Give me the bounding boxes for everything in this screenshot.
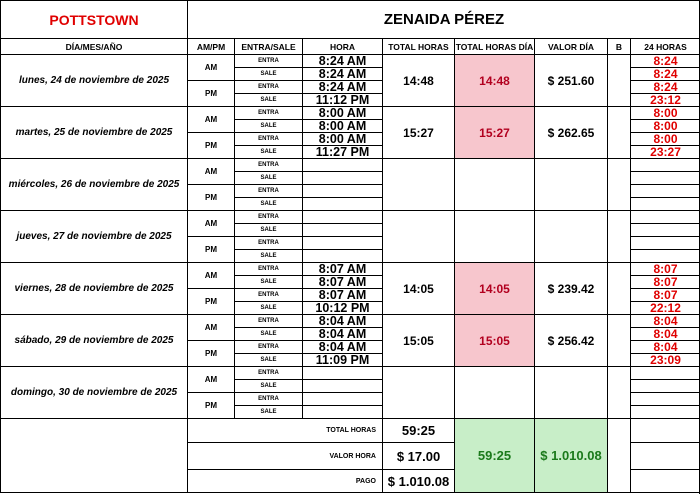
h24-cell xyxy=(631,406,700,419)
entry-label: ENTRA xyxy=(235,185,303,198)
store-name: POTTSTOWN xyxy=(1,1,188,39)
am-label: AM xyxy=(188,315,235,341)
time-cell[interactable] xyxy=(303,367,383,380)
am-label: AM xyxy=(188,263,235,289)
column-headers xyxy=(1,39,700,55)
h24-cell xyxy=(631,198,700,211)
time-cell[interactable] xyxy=(303,393,383,406)
exit-label: SALE xyxy=(235,94,303,107)
h24-cell: 8:24 xyxy=(631,68,700,81)
entry-label: ENTRA xyxy=(235,159,303,172)
h24-cell xyxy=(631,211,700,224)
day-date: miércoles, 26 de noviembre de 2025 xyxy=(1,159,188,211)
day-subrow xyxy=(1,367,700,380)
day-total-hours: 14:48 xyxy=(383,55,455,107)
day-total-hours: 15:05 xyxy=(383,315,455,367)
b-cell xyxy=(608,367,631,419)
col-date: DÍA/MES/AÑO xyxy=(1,39,188,55)
b-cell xyxy=(608,159,631,211)
time-cell[interactable] xyxy=(303,198,383,211)
day-date: jueves, 27 de noviembre de 2025 xyxy=(1,211,188,263)
pm-label: PM xyxy=(188,341,235,367)
time-cell[interactable]: 8:07 AM xyxy=(303,263,383,276)
day-value: $ 239.42 xyxy=(535,263,608,315)
footer-b xyxy=(608,419,631,493)
day-date: martes, 25 de noviembre de 2025 xyxy=(1,107,188,159)
col-ampm: AM/PM xyxy=(188,39,235,55)
exit-label: SALE xyxy=(235,406,303,419)
day-total-hours xyxy=(383,159,455,211)
total-hours-label: TOTAL HORAS xyxy=(188,419,383,443)
day-total-hours-highlight xyxy=(455,211,535,263)
exit-label: SALE xyxy=(235,276,303,289)
footer-h24 xyxy=(631,470,700,493)
exit-label: SALE xyxy=(235,224,303,237)
time-cell[interactable]: 8:04 AM xyxy=(303,315,383,328)
col-24h: 24 HORAS xyxy=(631,39,700,55)
hour-value-value: $ 17.00 xyxy=(383,443,455,470)
time-cell[interactable]: 8:24 AM xyxy=(303,55,383,68)
day-value: $ 251.60 xyxy=(535,55,608,107)
day-subrow xyxy=(1,211,700,224)
entry-label: ENTRA xyxy=(235,367,303,380)
h24-cell: 8:00 xyxy=(631,107,700,120)
exit-label: SALE xyxy=(235,354,303,367)
day-total-hours-highlight: 15:27 xyxy=(455,107,535,159)
time-cell[interactable]: 8:00 AM xyxy=(303,120,383,133)
entry-label: ENTRA xyxy=(235,107,303,120)
exit-label: SALE xyxy=(235,302,303,315)
day-total-hours-highlight xyxy=(455,159,535,211)
entry-label: ENTRA xyxy=(235,81,303,94)
pm-label: PM xyxy=(188,81,235,107)
time-cell[interactable]: 8:07 AM xyxy=(303,289,383,302)
entry-label: ENTRA xyxy=(235,393,303,406)
footer-row xyxy=(1,419,700,443)
day-date: lunes, 24 de noviembre de 2025 xyxy=(1,55,188,107)
pm-label: PM xyxy=(188,237,235,263)
entry-label: ENTRA xyxy=(235,289,303,302)
grand-total-pay: $ 1.010.08 xyxy=(535,419,608,493)
time-cell[interactable] xyxy=(303,406,383,419)
time-cell[interactable]: 11:27 PM xyxy=(303,146,383,159)
day-value xyxy=(535,367,608,419)
am-label: AM xyxy=(188,367,235,393)
am-label: AM xyxy=(188,211,235,237)
time-cell[interactable]: 11:12 PM xyxy=(303,94,383,107)
entry-label: ENTRA xyxy=(235,263,303,276)
time-cell[interactable] xyxy=(303,172,383,185)
b-cell xyxy=(608,263,631,315)
pm-label: PM xyxy=(188,289,235,315)
h24-cell xyxy=(631,185,700,198)
h24-cell: 22:12 xyxy=(631,302,700,315)
day-total-hours-highlight xyxy=(455,367,535,419)
day-date: sábado, 29 de noviembre de 2025 xyxy=(1,315,188,367)
h24-cell xyxy=(631,237,700,250)
exit-label: SALE xyxy=(235,172,303,185)
time-cell[interactable] xyxy=(303,159,383,172)
time-cell[interactable]: 10:12 PM xyxy=(303,302,383,315)
time-cell[interactable]: 8:00 AM xyxy=(303,133,383,146)
am-label: AM xyxy=(188,159,235,185)
col-total-hours-day: TOTAL HORAS DÍA xyxy=(455,39,535,55)
day-subrow xyxy=(1,55,700,68)
day-total-hours xyxy=(383,211,455,263)
day-total-hours-highlight: 15:05 xyxy=(455,315,535,367)
time-cell[interactable]: 8:00 AM xyxy=(303,107,383,120)
exit-label: SALE xyxy=(235,198,303,211)
time-cell[interactable]: 11:09 PM xyxy=(303,354,383,367)
h24-cell: 23:27 xyxy=(631,146,700,159)
time-cell[interactable] xyxy=(303,185,383,198)
day-subrow xyxy=(1,159,700,172)
h24-cell xyxy=(631,172,700,185)
h24-cell: 23:09 xyxy=(631,354,700,367)
entry-label: ENTRA xyxy=(235,341,303,354)
h24-cell xyxy=(631,380,700,393)
h24-cell xyxy=(631,367,700,380)
h24-cell: 8:07 xyxy=(631,289,700,302)
day-date: domingo, 30 de noviembre de 2025 xyxy=(1,367,188,419)
time-cell[interactable]: 8:04 AM xyxy=(303,341,383,354)
footer-h24 xyxy=(631,419,700,443)
am-label: AM xyxy=(188,107,235,133)
h24-cell: 8:04 xyxy=(631,315,700,328)
pay-value: $ 1.010.08 xyxy=(383,470,455,493)
footer-h24 xyxy=(631,443,700,470)
col-total-hours: TOTAL HORAS xyxy=(383,39,455,55)
hour-value-label: VALOR HORA xyxy=(188,443,383,470)
entry-label: ENTRA xyxy=(235,55,303,68)
footer-blank xyxy=(1,419,188,493)
entry-label: ENTRA xyxy=(235,211,303,224)
col-entry-exit: ENTRA/SALE xyxy=(235,39,303,55)
exit-label: SALE xyxy=(235,380,303,393)
day-date: viernes, 28 de noviembre de 2025 xyxy=(1,263,188,315)
exit-label: SALE xyxy=(235,250,303,263)
time-cell[interactable]: 8:07 AM xyxy=(303,276,383,289)
h24-cell: 8:04 xyxy=(631,341,700,354)
h24-cell xyxy=(631,159,700,172)
pm-label: PM xyxy=(188,393,235,419)
total-hours-value: 59:25 xyxy=(383,419,455,443)
b-cell xyxy=(608,55,631,107)
entry-label: ENTRA xyxy=(235,133,303,146)
h24-cell xyxy=(631,393,700,406)
h24-cell: 8:00 xyxy=(631,133,700,146)
day-value: $ 262.65 xyxy=(535,107,608,159)
day-value xyxy=(535,159,608,211)
col-b: B xyxy=(608,39,631,55)
entry-label: ENTRA xyxy=(235,315,303,328)
day-subrow xyxy=(1,107,700,120)
exit-label: SALE xyxy=(235,146,303,159)
h24-cell: 8:24 xyxy=(631,55,700,68)
day-value: $ 256.42 xyxy=(535,315,608,367)
day-value xyxy=(535,211,608,263)
h24-cell: 8:00 xyxy=(631,120,700,133)
exit-label: SALE xyxy=(235,328,303,341)
b-cell xyxy=(608,211,631,263)
h24-cell: 8:04 xyxy=(631,328,700,341)
entry-label: ENTRA xyxy=(235,237,303,250)
day-subrow xyxy=(1,263,700,276)
exit-label: SALE xyxy=(235,68,303,81)
h24-cell xyxy=(631,250,700,263)
time-cell[interactable] xyxy=(303,380,383,393)
b-cell xyxy=(608,315,631,367)
time-cell[interactable] xyxy=(303,250,383,263)
col-value-day: VALOR DÍA xyxy=(535,39,608,55)
am-label: AM xyxy=(188,55,235,81)
time-cell[interactable]: 8:24 AM xyxy=(303,68,383,81)
h24-cell xyxy=(631,224,700,237)
time-cell[interactable] xyxy=(303,211,383,224)
day-total-hours: 15:27 xyxy=(383,107,455,159)
col-time: HORA xyxy=(303,39,383,55)
pm-label: PM xyxy=(188,185,235,211)
time-cell[interactable] xyxy=(303,237,383,250)
exit-label: SALE xyxy=(235,120,303,133)
h24-cell: 8:24 xyxy=(631,81,700,94)
time-cell[interactable]: 8:24 AM xyxy=(303,81,383,94)
day-total-hours xyxy=(383,367,455,419)
pay-label: PAGO xyxy=(188,470,383,493)
time-cell[interactable]: 8:04 AM xyxy=(303,328,383,341)
day-total-hours-highlight: 14:05 xyxy=(455,263,535,315)
b-cell xyxy=(608,107,631,159)
day-total-hours-highlight: 14:48 xyxy=(455,55,535,107)
employee-name: ZENAIDA PÉREZ xyxy=(188,1,700,39)
day-total-hours: 14:05 xyxy=(383,263,455,315)
pm-label: PM xyxy=(188,133,235,159)
h24-cell: 23:12 xyxy=(631,94,700,107)
h24-cell: 8:07 xyxy=(631,276,700,289)
day-subrow xyxy=(1,315,700,328)
grand-total-hours: 59:25 xyxy=(455,419,535,493)
h24-cell: 8:07 xyxy=(631,263,700,276)
time-cell[interactable] xyxy=(303,224,383,237)
